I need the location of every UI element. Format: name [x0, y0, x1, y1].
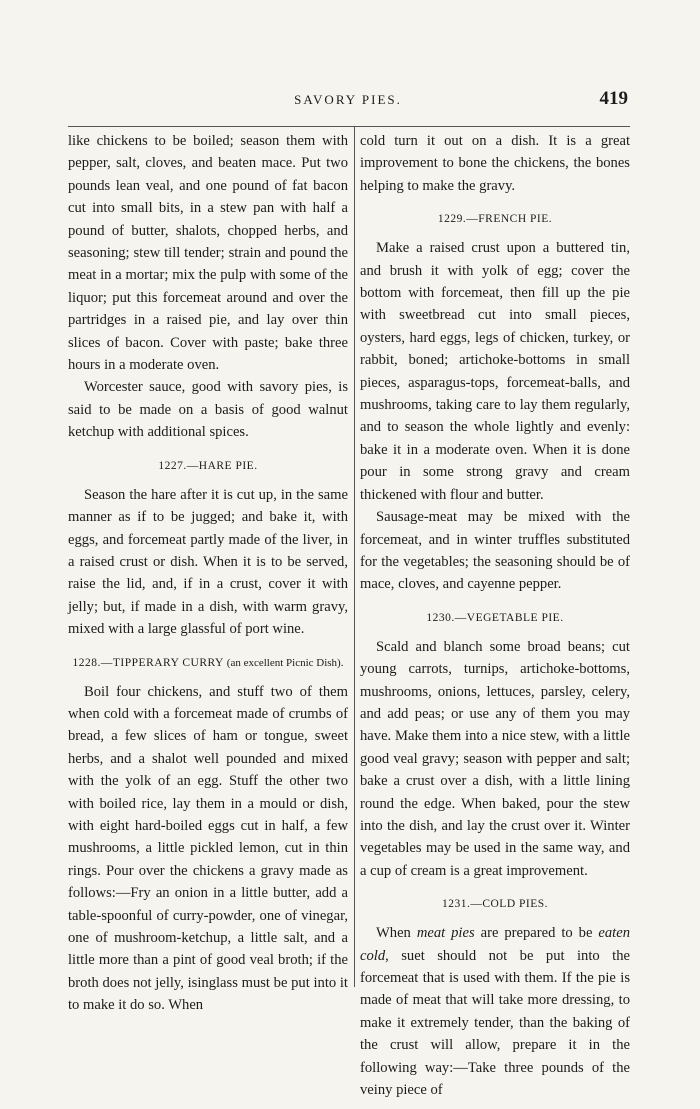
left-column — [68, 130, 348, 1017]
running-title: SAVORY PIES. — [294, 92, 402, 107]
italic-term: eaten cold — [360, 925, 631, 964]
recipe-heading-1228 — [68, 655, 348, 671]
paragraph: Sausage-meat may be mixed with the forcemeat, and in winter truffles substituted for the vegetables; the seasoning should be of mace, cloves, and cayenne pepper. — [360, 509, 630, 593]
recipe-heading-1229: 1229.—FRENCH PIE. — [437, 213, 553, 226]
paragraph: Season the hare after it is cut up, in the same manner as if to be jugged; and bake it, with eggs, and forcemeat partly made of the liver, in a raised crust or dish. When it is to be served, raise the lid, and, if in a crust, cover it with jelly; but, if made in a dish, with warm gravy, mixed with a large glassful of port wine. — [68, 486, 348, 638]
paragraph: Scald and blanch some broad beans; cut young carrots, turnips, artichoke-bottoms, mushrooms, onions, lettuces, parsley, celery, and add peas; or use any of them you may have. Make them into a nice stew, with a little good veal gravy; season with pepper and salt; bake a crust over a dish, with a little lining round the edge. When baked, pour the stew into the dish, and lay the crust over it. Winter vegetables may be used in the same way, and a cup of cream is a great improvement. — [360, 638, 630, 879]
paragraph: cold turn it out on a dish. It is a great improvement to bone the chickens, the bones helping to make the gravy. — [360, 133, 630, 194]
paragraph: Make a raised crust upon a buttered tin, and brush it with yolk of egg; cover the bottom with forcemeat, then fill up the pie with sweetbread cut into small pieces, oysters, hard eggs, legs of chicken, turkey, or rabbit, boned; artichoke-bottoms in small pieces, asparagus-tops, forcemeat-balls, and mushrooms, taking care to lay them regularly, and to season the whole lightly and evenly: bake it in a moderate oven. When it is done pour in some strong gravy and cream thickened with flour and butter. — [360, 240, 630, 503]
recipe-heading-1231: 1231.—COLD PIES. — [441, 898, 549, 911]
text-run: are prepared to be — [474, 925, 599, 942]
header-rule — [68, 126, 630, 127]
recipe-heading-title: 1228.—TIPPERARY CURRY — [72, 656, 224, 669]
recipe-heading-note: (an excellent Picnic Dish). — [226, 656, 344, 669]
paragraph — [360, 922, 630, 1101]
recipe-heading-1227: 1227.—HARE PIE. — [158, 459, 258, 472]
paragraph: like chickens to be boiled; season them with pepper, salt, cloves, and beaten mace. Put two pounds lean veal, and one pound of fat bacon cut into small bits, in a stew pan with half a pound of butter, shalots, chopped herbs, and seasoning; stew till tender; strain and pound the meat in a mortar; mix the pulp with some of the liquor; put this forcemeat around and over the partridges in a raised pie, and lay over thin slices of bacon. Cover with paste; bake three hours in a moderate oven. — [68, 133, 348, 374]
page-header — [68, 88, 628, 114]
text-run: When — [376, 925, 417, 942]
text-run: , suet should not be put into the forcemeat that is used with them. If the pie is made of meat that will take more dressing, to make it extremely tender, than the baking of the crust will allow, prepare it in the following way:—Take three pounds of the veiny piece of — [360, 947, 630, 1099]
page-number: 419 — [599, 88, 628, 109]
paragraph: Boil four chickens, and stuff two of them when cold with a forcemeat made of crumbs of bread, a few slices of ham or tongue, sweet herbs, and a shalot well pounded and mixed with the yolk of an egg. Stuff the other two with boiled rice, lay them in a mould or dish, with eight hard-boiled eggs cut in half, a few mushrooms, a little pickled lemon, cut in thin rings. Pour over the chickens a gravy made as follows:—Fry an onion in a little butter, add a table-spoonful of curry-powder, one of vinegar, one of mushroom-ketchup, a little salt, and a little more than a pint of good veal broth; if the broth does not jelly, isinglass must be put into it to make it do so. When — [68, 683, 348, 1014]
right-column — [360, 130, 630, 1101]
paragraph: Worcester sauce, good with savory pies, is said to be made on a basis of good walnut ketchup with additional spices. — [68, 379, 348, 441]
column-divider — [354, 127, 355, 987]
recipe-heading-1230: 1230.—VEGETABLE PIE. — [426, 611, 564, 624]
italic-term: meat pies — [416, 925, 475, 942]
